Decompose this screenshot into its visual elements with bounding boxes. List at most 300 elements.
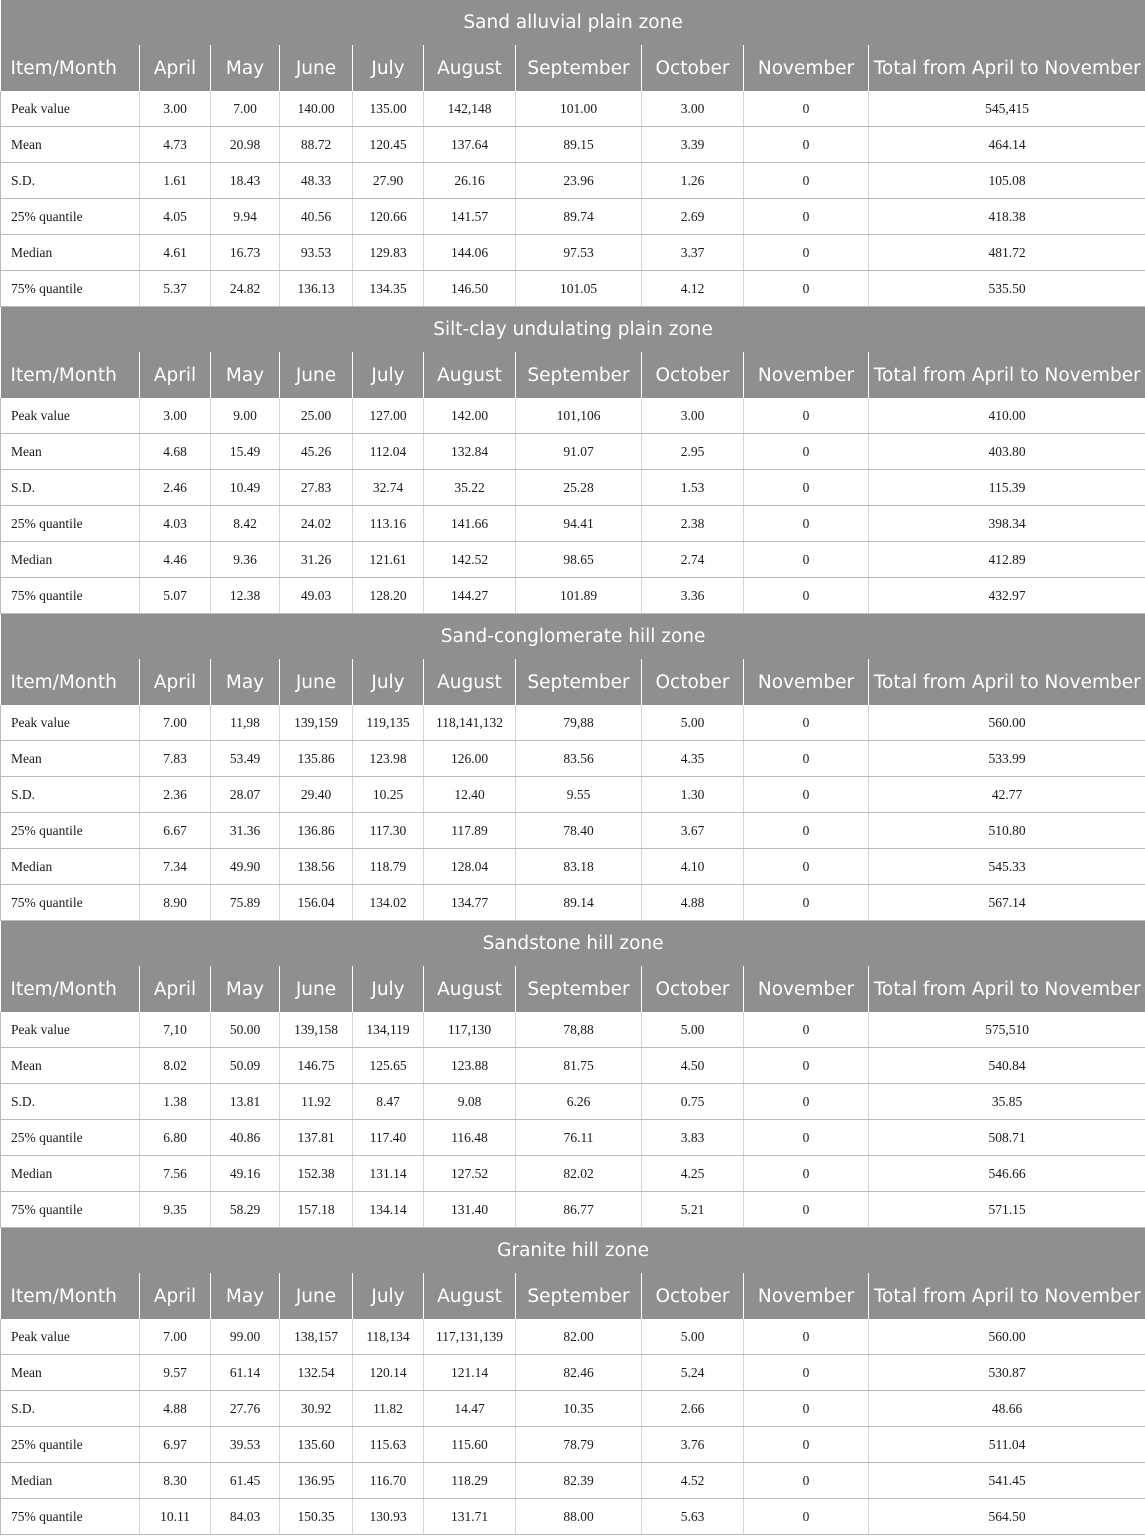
row-label-cell: 25% quantile	[1, 506, 140, 542]
value-cell: 120.66	[353, 199, 424, 235]
value-cell: 45.26	[280, 434, 353, 470]
value-cell: 0	[744, 271, 869, 307]
column-header: May	[211, 966, 280, 1012]
value-cell: 8.47	[353, 1084, 424, 1120]
value-cell: 9.94	[211, 199, 280, 235]
value-cell: 136.95	[280, 1463, 353, 1499]
value-cell: 6.26	[516, 1084, 642, 1120]
value-cell: 116.70	[353, 1463, 424, 1499]
value-cell: 89.74	[516, 199, 642, 235]
value-cell: 139,159	[280, 705, 353, 741]
value-cell: 8.30	[140, 1463, 211, 1499]
zone-title: Silt-clay undulating plain zone	[1, 307, 1145, 352]
value-cell: 118.79	[353, 849, 424, 885]
value-cell: 139,158	[280, 1012, 353, 1048]
value-cell: 11,98	[211, 705, 280, 741]
value-cell: 567.14	[869, 885, 1145, 921]
value-cell: 5.07	[140, 578, 211, 614]
column-header: September	[516, 352, 642, 398]
value-cell: 82.39	[516, 1463, 642, 1499]
column-header: June	[280, 659, 353, 705]
value-cell: 136.13	[280, 271, 353, 307]
value-cell: 7.00	[211, 91, 280, 127]
value-cell: 18.43	[211, 163, 280, 199]
value-cell: 119,135	[353, 705, 424, 741]
value-cell: 481.72	[869, 235, 1145, 271]
value-cell: 134.35	[353, 271, 424, 307]
value-cell: 20.98	[211, 127, 280, 163]
column-header: November	[744, 1273, 869, 1319]
value-cell: 134.02	[353, 885, 424, 921]
column-header: June	[280, 1273, 353, 1319]
column-header: Total from April to November	[869, 352, 1145, 398]
value-cell: 131.40	[424, 1192, 516, 1228]
row-label-cell: 25% quantile	[1, 1427, 140, 1463]
row-label-cell: Median	[1, 1156, 140, 1192]
column-header: July	[353, 966, 424, 1012]
value-cell: 89.15	[516, 127, 642, 163]
value-cell: 7.83	[140, 741, 211, 777]
value-cell: 15.49	[211, 434, 280, 470]
zone-title: Sandstone hill zone	[1, 921, 1145, 966]
table-row	[1, 578, 1145, 614]
value-cell: 88.00	[516, 1499, 642, 1535]
value-cell: 0	[744, 578, 869, 614]
table-row	[1, 705, 1145, 741]
value-cell: 127.00	[353, 398, 424, 434]
value-cell: 0	[744, 1120, 869, 1156]
row-label-cell: 75% quantile	[1, 1499, 140, 1535]
zone-title-row	[1, 614, 1145, 659]
value-cell: 14.47	[424, 1391, 516, 1427]
row-label-cell: Median	[1, 235, 140, 271]
value-cell: 50.09	[211, 1048, 280, 1084]
value-cell: 7.00	[140, 705, 211, 741]
table-row	[1, 271, 1145, 307]
zone-title: Granite hill zone	[1, 1228, 1145, 1273]
value-cell: 24.02	[280, 506, 353, 542]
value-cell: 5.00	[642, 705, 744, 741]
value-cell: 0	[744, 849, 869, 885]
value-cell: 138,157	[280, 1319, 353, 1355]
value-cell: 35.22	[424, 470, 516, 506]
value-cell: 3.00	[642, 91, 744, 127]
value-cell: 9.55	[516, 777, 642, 813]
value-cell: 135.60	[280, 1427, 353, 1463]
value-cell: 0	[744, 741, 869, 777]
value-cell: 7.56	[140, 1156, 211, 1192]
value-cell: 142.52	[424, 542, 516, 578]
row-label-cell: Median	[1, 542, 140, 578]
value-cell: 27.83	[280, 470, 353, 506]
value-cell: 10.11	[140, 1499, 211, 1535]
value-cell: 141.57	[424, 199, 516, 235]
value-cell: 5.24	[642, 1355, 744, 1391]
column-header: August	[424, 659, 516, 705]
value-cell: 4.50	[642, 1048, 744, 1084]
value-cell: 5.00	[642, 1012, 744, 1048]
value-cell: 3.00	[642, 398, 744, 434]
value-cell: 2.69	[642, 199, 744, 235]
value-cell: 546.66	[869, 1156, 1145, 1192]
value-cell: 137.81	[280, 1120, 353, 1156]
value-cell: 58.29	[211, 1192, 280, 1228]
table-row	[1, 1427, 1145, 1463]
value-cell: 156.04	[280, 885, 353, 921]
table-row	[1, 199, 1145, 235]
value-cell: 31.36	[211, 813, 280, 849]
value-cell: 4.88	[642, 885, 744, 921]
value-cell: 39.53	[211, 1427, 280, 1463]
value-cell: 24.82	[211, 271, 280, 307]
value-cell: 40.56	[280, 199, 353, 235]
column-header: Item/Month	[1, 45, 140, 91]
value-cell: 48.66	[869, 1391, 1145, 1427]
column-header: April	[140, 45, 211, 91]
row-label-cell: Peak value	[1, 398, 140, 434]
column-header: April	[140, 1273, 211, 1319]
value-cell: 0	[744, 1084, 869, 1120]
value-cell: 13.81	[211, 1084, 280, 1120]
value-cell: 2.38	[642, 506, 744, 542]
value-cell: 4.05	[140, 199, 211, 235]
column-header-row	[1, 45, 1145, 91]
row-label-cell: 25% quantile	[1, 199, 140, 235]
value-cell: 25.00	[280, 398, 353, 434]
value-cell: 81.75	[516, 1048, 642, 1084]
column-header: August	[424, 45, 516, 91]
value-cell: 5.63	[642, 1499, 744, 1535]
value-cell: 26.16	[424, 163, 516, 199]
value-cell: 157.18	[280, 1192, 353, 1228]
value-cell: 29.40	[280, 777, 353, 813]
value-cell: 0.75	[642, 1084, 744, 1120]
column-header: October	[642, 659, 744, 705]
column-header-row	[1, 1273, 1145, 1319]
row-label-cell: S.D.	[1, 163, 140, 199]
value-cell: 150.35	[280, 1499, 353, 1535]
value-cell: 9.36	[211, 542, 280, 578]
value-cell: 0	[744, 1192, 869, 1228]
table-row	[1, 542, 1145, 578]
column-header: April	[140, 352, 211, 398]
column-header: November	[744, 352, 869, 398]
value-cell: 89.14	[516, 885, 642, 921]
table-row	[1, 813, 1145, 849]
value-cell: 141.66	[424, 506, 516, 542]
value-cell: 5.37	[140, 271, 211, 307]
table-row	[1, 1391, 1145, 1427]
value-cell: 48.33	[280, 163, 353, 199]
value-cell: 2.95	[642, 434, 744, 470]
value-cell: 12.40	[424, 777, 516, 813]
value-cell: 2.74	[642, 542, 744, 578]
value-cell: 61.14	[211, 1355, 280, 1391]
zone-table-sand-alluvial-plain-zone	[0, 0, 1145, 307]
value-cell: 123.98	[353, 741, 424, 777]
value-cell: 4.03	[140, 506, 211, 542]
column-header: September	[516, 45, 642, 91]
row-label-cell: S.D.	[1, 1391, 140, 1427]
value-cell: 101.89	[516, 578, 642, 614]
column-header: April	[140, 659, 211, 705]
column-header: November	[744, 966, 869, 1012]
value-cell: 1.38	[140, 1084, 211, 1120]
value-cell: 398.34	[869, 506, 1145, 542]
value-cell: 11.82	[353, 1391, 424, 1427]
value-cell: 11.92	[280, 1084, 353, 1120]
column-header: Total from April to November	[869, 1273, 1145, 1319]
value-cell: 83.18	[516, 849, 642, 885]
value-cell: 129.83	[353, 235, 424, 271]
value-cell: 82.02	[516, 1156, 642, 1192]
value-cell: 27.90	[353, 163, 424, 199]
value-cell: 3.39	[642, 127, 744, 163]
value-cell: 134.14	[353, 1192, 424, 1228]
value-cell: 144.27	[424, 578, 516, 614]
table-row	[1, 1499, 1145, 1535]
value-cell: 7.34	[140, 849, 211, 885]
value-cell: 2.66	[642, 1391, 744, 1427]
value-cell: 78,88	[516, 1012, 642, 1048]
table-row	[1, 885, 1145, 921]
column-header: June	[280, 966, 353, 1012]
value-cell: 545,415	[869, 91, 1145, 127]
table-row	[1, 1463, 1145, 1499]
row-label-cell: Peak value	[1, 1319, 140, 1355]
value-cell: 7.00	[140, 1319, 211, 1355]
value-cell: 98.65	[516, 542, 642, 578]
value-cell: 25.28	[516, 470, 642, 506]
value-cell: 112.04	[353, 434, 424, 470]
value-cell: 8.02	[140, 1048, 211, 1084]
column-header-row	[1, 352, 1145, 398]
column-header: Total from April to November	[869, 966, 1145, 1012]
value-cell: 1.26	[642, 163, 744, 199]
table-row	[1, 506, 1145, 542]
value-cell: 53.49	[211, 741, 280, 777]
value-cell: 7,10	[140, 1012, 211, 1048]
value-cell: 117.89	[424, 813, 516, 849]
value-cell: 575,510	[869, 1012, 1145, 1048]
value-cell: 32.74	[353, 470, 424, 506]
value-cell: 4.25	[642, 1156, 744, 1192]
value-cell: 83.56	[516, 741, 642, 777]
value-cell: 88.72	[280, 127, 353, 163]
row-label-cell: Mean	[1, 1048, 140, 1084]
value-cell: 118.29	[424, 1463, 516, 1499]
value-cell: 91.07	[516, 434, 642, 470]
value-cell: 9.35	[140, 1192, 211, 1228]
value-cell: 2.46	[140, 470, 211, 506]
value-cell: 410.00	[869, 398, 1145, 434]
column-header: Item/Month	[1, 352, 140, 398]
value-cell: 2.36	[140, 777, 211, 813]
value-cell: 510.80	[869, 813, 1145, 849]
table-row	[1, 1012, 1145, 1048]
value-cell: 115.60	[424, 1427, 516, 1463]
value-cell: 127.52	[424, 1156, 516, 1192]
value-cell: 0	[744, 1499, 869, 1535]
value-cell: 3.76	[642, 1427, 744, 1463]
row-label-cell: 75% quantile	[1, 1192, 140, 1228]
value-cell: 0	[744, 235, 869, 271]
column-header: August	[424, 352, 516, 398]
value-cell: 3.83	[642, 1120, 744, 1156]
table-row	[1, 1084, 1145, 1120]
table-row	[1, 235, 1145, 271]
value-cell: 116.48	[424, 1120, 516, 1156]
value-cell: 0	[744, 1319, 869, 1355]
value-cell: 8.90	[140, 885, 211, 921]
value-cell: 10.25	[353, 777, 424, 813]
value-cell: 128.20	[353, 578, 424, 614]
value-cell: 9.08	[424, 1084, 516, 1120]
value-cell: 0	[744, 398, 869, 434]
value-cell: 35.85	[869, 1084, 1145, 1120]
row-label-cell: Peak value	[1, 1012, 140, 1048]
column-header: June	[280, 352, 353, 398]
table-row	[1, 1192, 1145, 1228]
value-cell: 8.42	[211, 506, 280, 542]
value-cell: 134,119	[353, 1012, 424, 1048]
column-header: October	[642, 45, 744, 91]
value-cell: 126.00	[424, 741, 516, 777]
value-cell: 10.35	[516, 1391, 642, 1427]
zone-title: Sand-conglomerate hill zone	[1, 614, 1145, 659]
column-header: July	[353, 1273, 424, 1319]
value-cell: 99.00	[211, 1319, 280, 1355]
value-cell: 0	[744, 1427, 869, 1463]
table-row	[1, 398, 1145, 434]
value-cell: 564.50	[869, 1499, 1145, 1535]
value-cell: 78.79	[516, 1427, 642, 1463]
value-cell: 6.80	[140, 1120, 211, 1156]
value-cell: 135.86	[280, 741, 353, 777]
row-label-cell: Peak value	[1, 705, 140, 741]
value-cell: 3.00	[140, 91, 211, 127]
value-cell: 132.84	[424, 434, 516, 470]
column-header: October	[642, 352, 744, 398]
value-cell: 0	[744, 777, 869, 813]
value-cell: 560.00	[869, 705, 1145, 741]
column-header: July	[353, 352, 424, 398]
value-cell: 28.07	[211, 777, 280, 813]
value-cell: 540.84	[869, 1048, 1145, 1084]
value-cell: 541.45	[869, 1463, 1145, 1499]
table-row	[1, 1048, 1145, 1084]
value-cell: 136.86	[280, 813, 353, 849]
zone-title-row	[1, 0, 1145, 45]
value-cell: 0	[744, 163, 869, 199]
row-label-cell: Mean	[1, 127, 140, 163]
value-cell: 530.87	[869, 1355, 1145, 1391]
value-cell: 84.03	[211, 1499, 280, 1535]
value-cell: 4.52	[642, 1463, 744, 1499]
value-cell: 403.80	[869, 434, 1145, 470]
value-cell: 113.16	[353, 506, 424, 542]
value-cell: 50.00	[211, 1012, 280, 1048]
value-cell: 86.77	[516, 1192, 642, 1228]
value-cell: 31.26	[280, 542, 353, 578]
table-row	[1, 434, 1145, 470]
column-header: September	[516, 966, 642, 1012]
value-cell: 117,130	[424, 1012, 516, 1048]
value-cell: 23.96	[516, 163, 642, 199]
row-label-cell: S.D.	[1, 470, 140, 506]
value-cell: 4.68	[140, 434, 211, 470]
value-cell: 105.08	[869, 163, 1145, 199]
column-header-row	[1, 659, 1145, 705]
table-row	[1, 127, 1145, 163]
column-header: November	[744, 45, 869, 91]
value-cell: 571.15	[869, 1192, 1145, 1228]
value-cell: 0	[744, 1156, 869, 1192]
value-cell: 511.04	[869, 1427, 1145, 1463]
table-row	[1, 741, 1145, 777]
column-header: Item/Month	[1, 659, 140, 705]
table-row	[1, 163, 1145, 199]
value-cell: 4.12	[642, 271, 744, 307]
value-cell: 1.61	[140, 163, 211, 199]
column-header: August	[424, 966, 516, 1012]
zone-table-sand-conglomerate-hill-zone	[0, 614, 1145, 921]
value-cell: 30.92	[280, 1391, 353, 1427]
value-cell: 0	[744, 127, 869, 163]
value-cell: 0	[744, 199, 869, 235]
value-cell: 4.46	[140, 542, 211, 578]
value-cell: 142,148	[424, 91, 516, 127]
value-cell: 4.73	[140, 127, 211, 163]
row-label-cell: Mean	[1, 1355, 140, 1391]
value-cell: 146.75	[280, 1048, 353, 1084]
value-cell: 101.05	[516, 271, 642, 307]
value-cell: 418.38	[869, 199, 1145, 235]
value-cell: 121.61	[353, 542, 424, 578]
value-cell: 0	[744, 705, 869, 741]
value-cell: 131.71	[424, 1499, 516, 1535]
value-cell: 10.49	[211, 470, 280, 506]
value-cell: 115.39	[869, 470, 1145, 506]
value-cell: 140.00	[280, 91, 353, 127]
value-cell: 142.00	[424, 398, 516, 434]
value-cell: 134.77	[424, 885, 516, 921]
zone-title-row	[1, 921, 1145, 966]
column-header: Total from April to November	[869, 659, 1145, 705]
value-cell: 101.00	[516, 91, 642, 127]
table-row	[1, 1120, 1145, 1156]
value-cell: 78.40	[516, 813, 642, 849]
value-cell: 40.86	[211, 1120, 280, 1156]
column-header: September	[516, 1273, 642, 1319]
value-cell: 82.46	[516, 1355, 642, 1391]
value-cell: 75.89	[211, 885, 280, 921]
column-header: April	[140, 966, 211, 1012]
value-cell: 117.30	[353, 813, 424, 849]
value-cell: 3.36	[642, 578, 744, 614]
value-cell: 0	[744, 885, 869, 921]
column-header: May	[211, 45, 280, 91]
row-label-cell: Mean	[1, 741, 140, 777]
value-cell: 93.53	[280, 235, 353, 271]
value-cell: 535.50	[869, 271, 1145, 307]
table-row	[1, 1319, 1145, 1355]
value-cell: 5.21	[642, 1192, 744, 1228]
zone-table-silt-clay-undulating-plain-zone	[0, 307, 1145, 614]
value-cell: 0	[744, 1355, 869, 1391]
value-cell: 27.76	[211, 1391, 280, 1427]
column-header: May	[211, 352, 280, 398]
